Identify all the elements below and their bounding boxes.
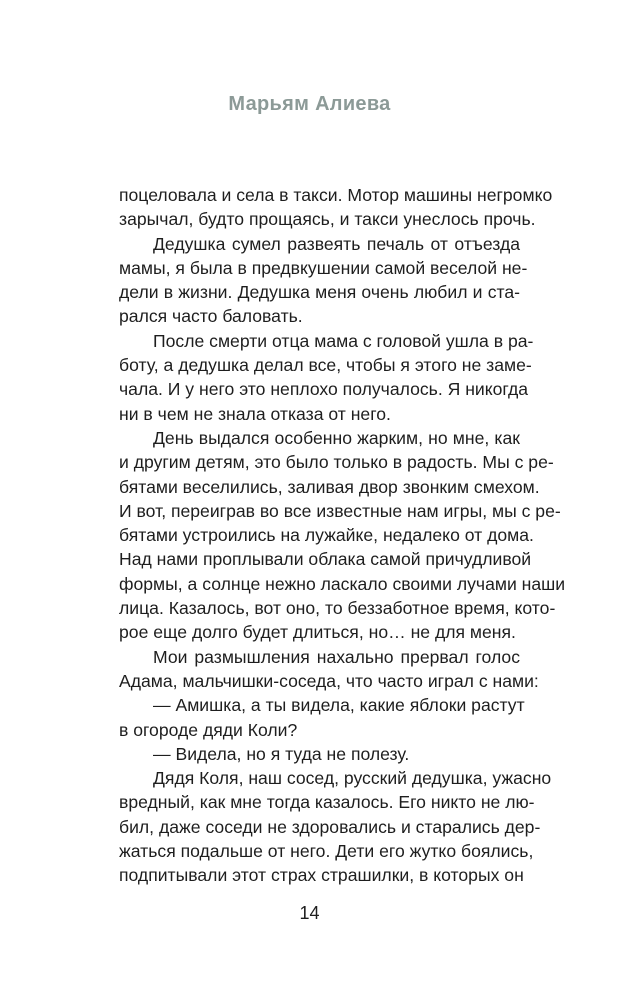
text-line: поцеловала и села в такси. Мотор машины негромко [119, 185, 553, 205]
text-line: вредный, как мне тогда казалось. Его никто не лю- [119, 792, 535, 813]
text-line: бятами устроились на лужайке, недалеко от дома. [119, 525, 534, 546]
text-line: И вот, переиграв во все известные нам игры, мы с ре- [119, 500, 561, 521]
text-line: Дедушка сумел развеять печаль от отъезда [153, 233, 520, 254]
body-text [119, 183, 566, 888]
running-head-author: Марьям Алиева [228, 93, 391, 115]
text-line: ни в чем не знала отказа от него. [119, 403, 391, 424]
text-line: Мои размышления нахально прервал голос [153, 646, 520, 667]
text-line: жаться подальше от него. Дети его жутко боялись, [119, 841, 534, 862]
text-line: дели в жизни. Дедушка меня очень любил и ста- [119, 282, 520, 303]
text-line: рое еще долго будет длиться, но… не для меня. [119, 622, 516, 643]
text-line: и другим детям, это было только в радость. Мы с ре- [119, 452, 554, 473]
text-line: — Амишка, а ты видела, какие яблоки растут [153, 695, 525, 716]
page-number: 14 [299, 903, 320, 923]
text-line: лица. Казалось, вот оно, то беззаботное время, кото- [119, 598, 556, 619]
text-line: мамы, я была в предвкушении самой веселой не- [119, 257, 528, 278]
text-line: боту, а дедушка делал все, чтобы я этого не заме- [119, 355, 532, 376]
text-line: бятами веселились, заливая двор звонким смехом. [119, 476, 540, 497]
text-line: подпитывали этот страх страшилки, в которых он [119, 865, 524, 886]
text-line: — Видела, но я туда не полезу. [153, 743, 410, 764]
text-line: формы, а солнце нежно ласкало своими лучами наши [119, 573, 566, 594]
text-line: бил, даже соседи не здоровались и старались дер- [119, 816, 541, 837]
text-line: зарычал, будто прощаясь, и такси унеслось прочь. [119, 209, 536, 230]
text-line: чала. И у него это неплохо получалось. Я никогда [119, 379, 529, 400]
text-line: День выдался особенно жарким, но мне, как [153, 427, 520, 448]
text-line: После смерти отца мама с головой ушла в ра- [153, 330, 534, 351]
text-line: рался часто баловать. [119, 306, 303, 327]
text-line: в огороде дяди Коли? [119, 719, 298, 740]
text-line: Над нами проплывали облака самой причудливой [119, 549, 532, 570]
text-line: Адама, мальчишки-соседа, что часто играл с нами: [119, 670, 539, 691]
text-line: Дядя Коля, наш сосед, русский дедушка, ужасно [153, 768, 552, 789]
